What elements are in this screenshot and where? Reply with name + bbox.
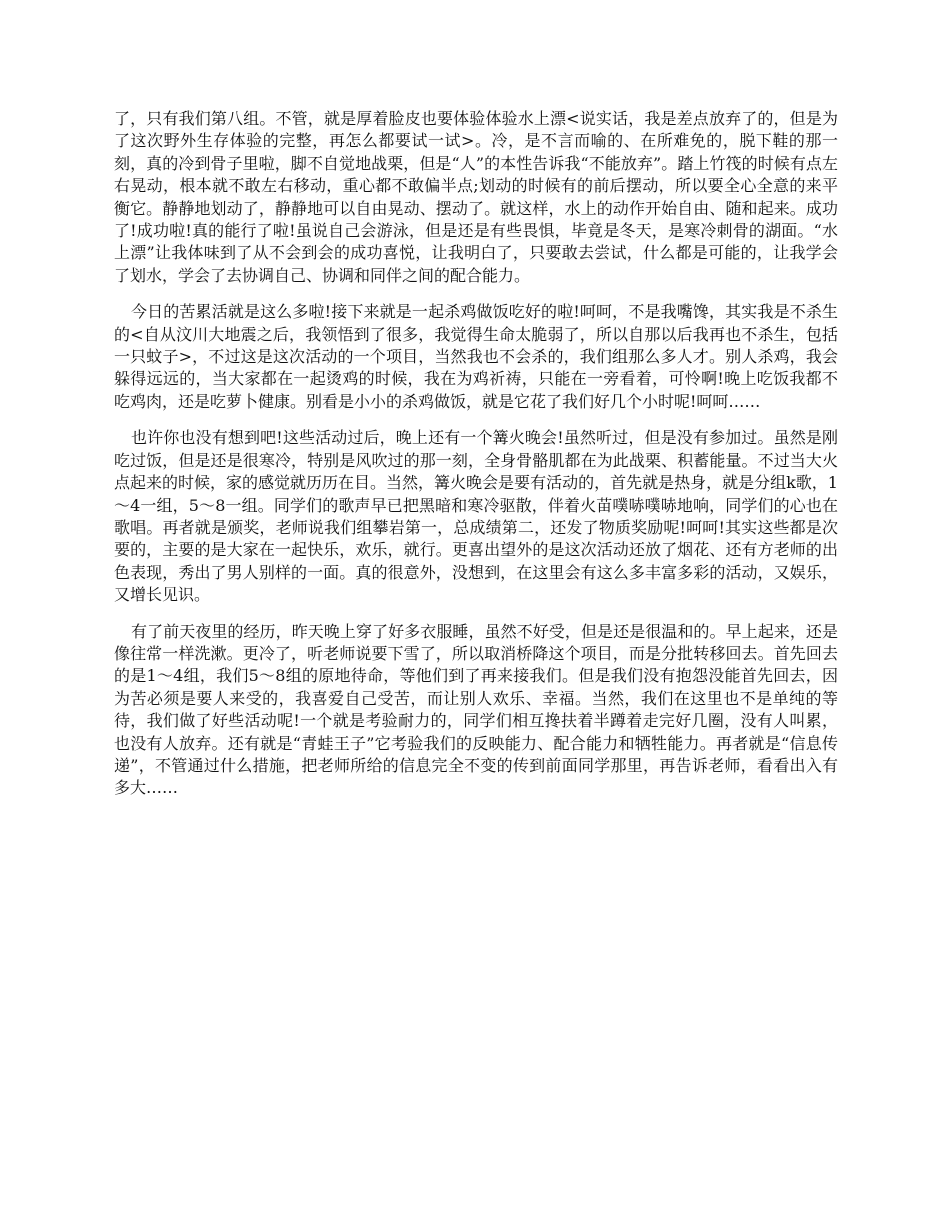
document-body bbox=[114, 108, 838, 814]
paragraph-1: 了，只有我们第八组。不管，就是厚着脸皮也要体验体验水上漂<说实话，我是差点放弃了的，但是为了这次野外生存体验的完整，再怎么都要试一试>。冷，是不言而喻的、在所难免的，脱下鞋的那一刻，真的冷到骨子里啦，脚不自觉地战栗，但是“人”的本性告诉我“不能放弃”。踏上竹筏的时候有点左右晃动，根本就不敢左右移动，重心都不敢偏半点;划动的时候有的前后摆动，所以要全心全意的来平衡它。静静地划动了，静静地可以自由晃动、摆动了。就这样，水上的动作开始自由、随和起来。成功了!成功啦!真的能行了啦!虽说自己会游泳，但是还是有些畏惧，毕竟是冬天，是寒冷刺骨的湖面。“水上漂”让我体味到了从不会到会的成功喜悦，让我明白了，只要敢去尝试，什么都是可能的，让我学会了划水，学会了去协调自己、协调和同伴之间的配合能力。 bbox=[114, 109, 838, 285]
paragraph-3: 也许你也没有想到吧!这些活动过后，晚上还有一个篝火晚会!虽然听过，但是没有参加过。虽然是刚吃过饭，但是还是很寒冷，特别是风吹过的那一刻，全身骨骼肌都在为此战栗、积蓄能量。不过当大火点起来的时候，家的感觉就历历在目。当然，篝火晚会是要有活动的，首先就是热身，就是分组k歌，1～4一组，5～8一组。同学们的歌声早已把黑暗和寒冷驱散，伴着火苗噗哧噗哧地响，同学们的心也在歌唱。再者就是颁奖，老师说我们组攀岩第一，总成绩第二，还发了物质奖励呢!呵呵!其实这些都是次要的，主要的是大家在一起快乐，欢乐，就行。更喜出望外的是这次活动还放了烟花、还有方老师的出色表现，秀出了男人别样的一面。真的很意外，没想到，在这里会有这么多丰富多彩的活动，又娱乐，又增长见识。 bbox=[114, 428, 838, 605]
paragraph-2: 今日的苦累活就是这么多啦!接下来就是一起杀鸡做饭吃好的啦!呵呵，不是我嘴馋，其实我是不杀生的<自从汶川大地震之后，我领悟到了很多，我觉得生命太脆弱了，所以自那以后我再也不杀生，包括一只蚊子>，不过这是这次活动的一个项目，当然我也不会杀的，我们组那么多人才。别人杀鸡，我会躲得远远的，当大家都在一起烫鸡的时候，我在为鸡祈祷，只能在一旁看着，可怜啊!晚上吃饭我都不吃鸡肉，还是吃萝卜健康。别看是小小的杀鸡做饭，就是它花了我们好几个小时呢!呵呵…… bbox=[114, 302, 838, 411]
paragraph-4: 有了前天夜里的经历，昨天晚上穿了好多衣服睡，虽然不好受，但是还是很温和的。早上起来，还是像往常一样洗漱。更冷了，听老师说要下雪了，所以取消桥降这个项目，而是分批转移回去。首先回去的是1～4组，我们5～8组的原地待命，等他们到了再来接我们。但是我们没有抱怨没能首先回去，因为苦必须是要人来受的，我喜爱自己受苦，而让别人欢乐、幸福。当然，我们在这里也不是单纯的等待，我们做了好些活动呢!一个就是考验耐力的，同学们相互搀扶着半蹲着走完好几圈，没有人叫累，也没有人放弃。还有就是“青蛙王子”它考验我们的反映能力、配合能力和牺牲能力。再者就是“信息传递”，不管通过什么措施，把老师所给的信息完全不变的传到前面同学那里，再告诉老师，看看出入有多大…… bbox=[114, 621, 838, 798]
